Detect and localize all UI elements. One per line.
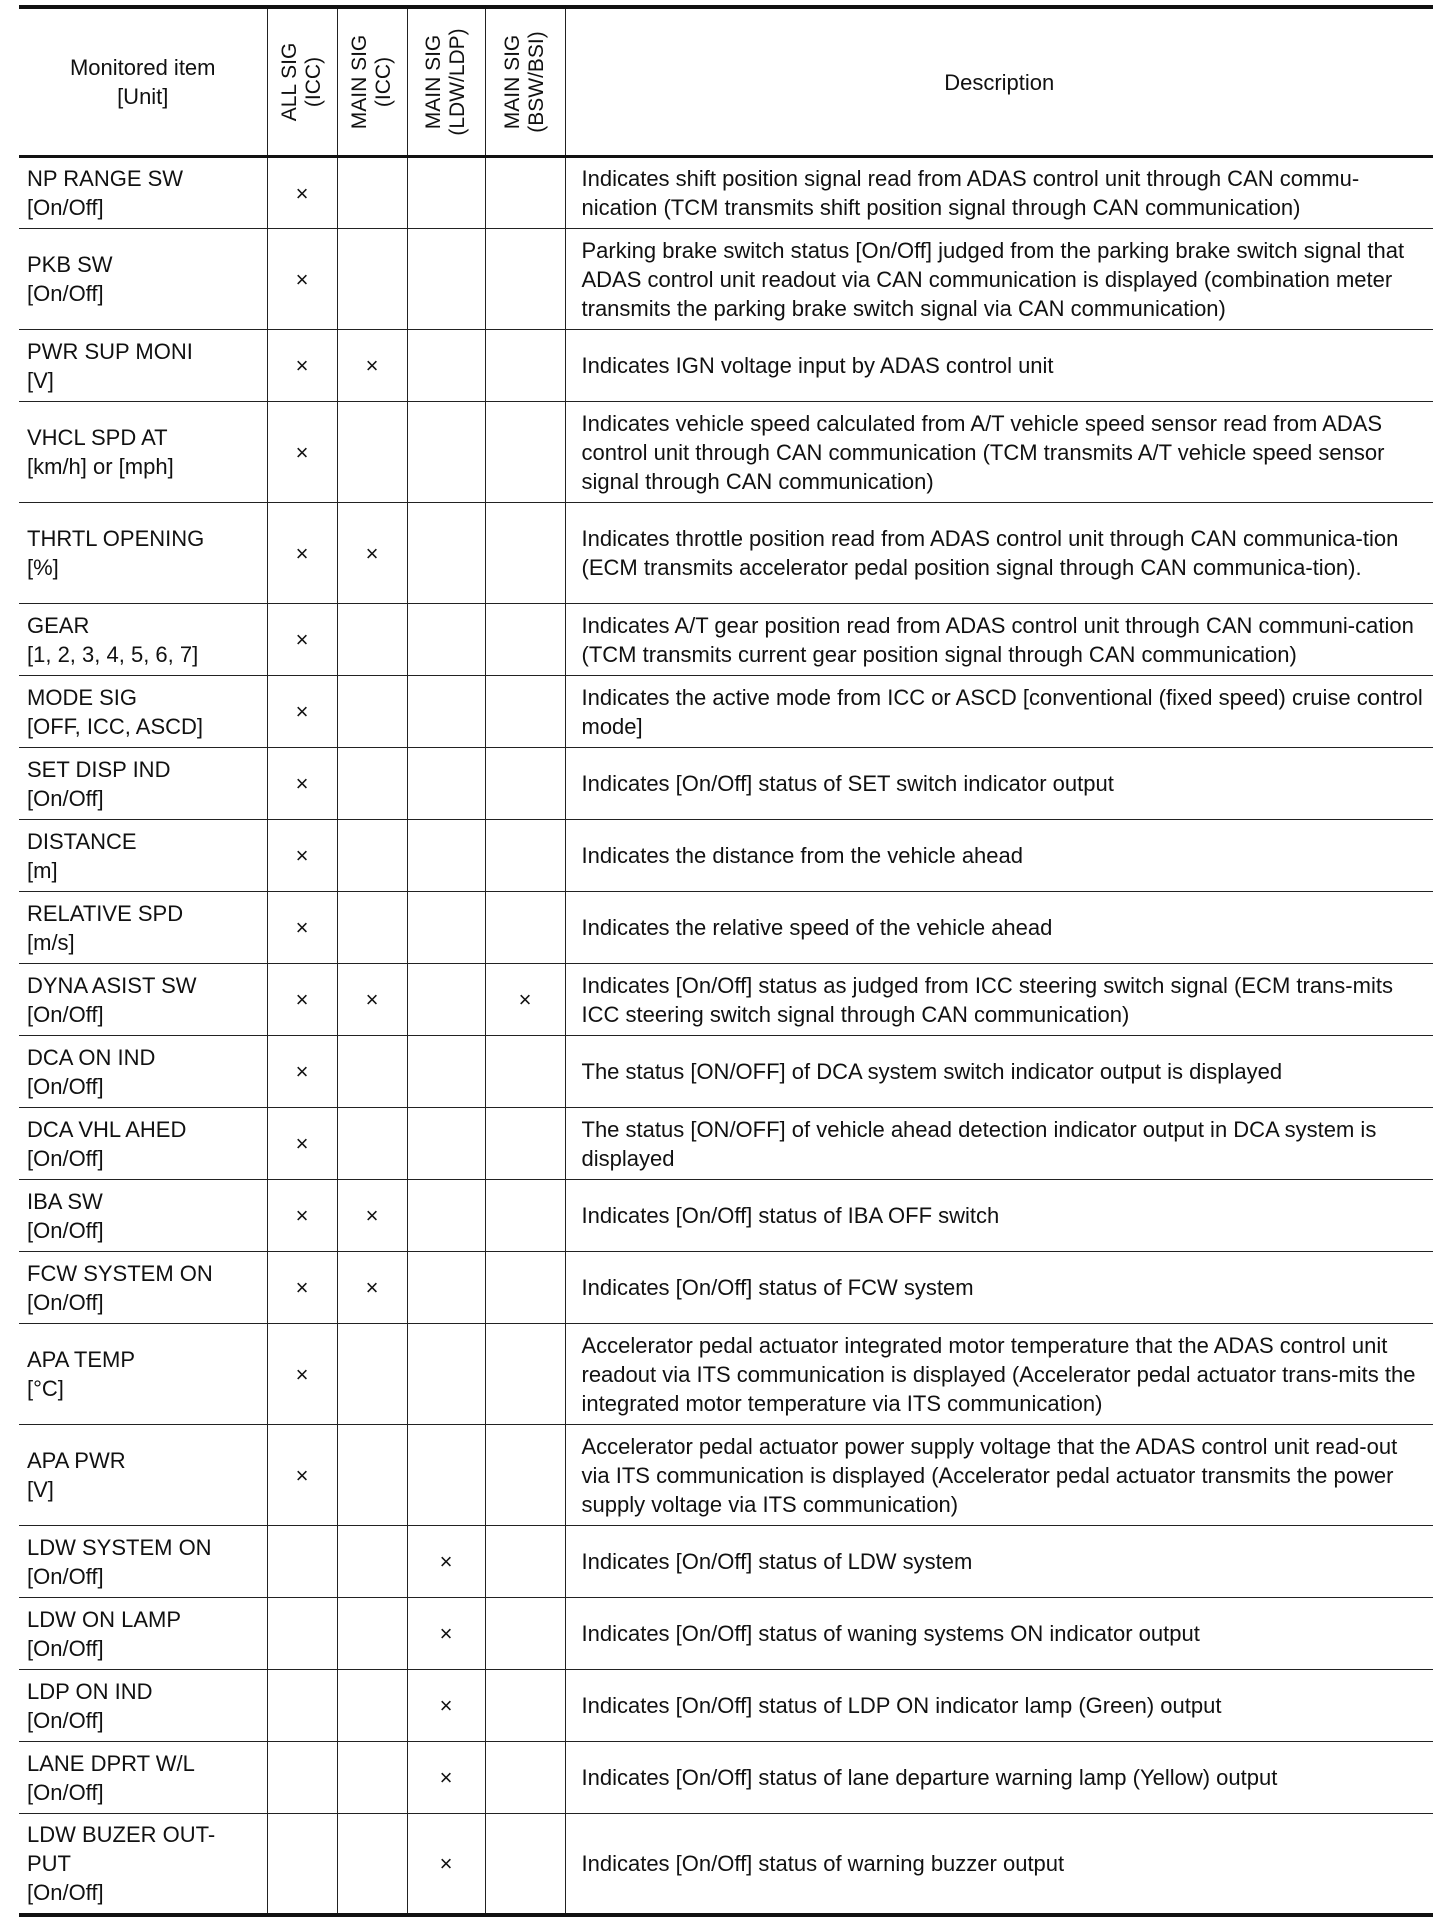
- header-sig-label: MAIN SIG (LDW/LDP): [422, 28, 469, 136]
- description-cell: Accelerator pedal actuator integrated motor temperature that the ADAS control unit readout via ITS communication is displayed (Accelerator pedal actuator trans-mits the integrated motor temperature via ITS communication): [565, 1324, 1433, 1425]
- main-sig-bsw-bsi-mark: [485, 157, 565, 229]
- table-header-row: [19, 7, 1433, 157]
- main-sig-ldw-ldp-mark: [407, 820, 485, 892]
- monitored-item-cell: [19, 1252, 267, 1324]
- main-sig-ldw-ldp-mark: [407, 604, 485, 676]
- all-sig-icc-mark: ×: [267, 748, 337, 820]
- item-unit: [On/Off]: [27, 1145, 104, 1171]
- table-row: [19, 604, 1433, 676]
- item-name: APA PWR: [27, 1448, 126, 1473]
- description-cell: Indicates [On/Off] status of SET switch indicator output: [565, 748, 1433, 820]
- main-sig-icc-mark: [337, 676, 407, 748]
- monitored-item-cell: [19, 1814, 267, 1915]
- item-name: DCA VHL AHED: [27, 1116, 187, 1142]
- item-name: PKB SW: [27, 252, 113, 277]
- all-sig-icc-mark: [267, 1742, 337, 1814]
- monitored-item-cell: [19, 964, 267, 1036]
- main-sig-bsw-bsi-mark: [485, 1425, 565, 1526]
- all-sig-icc-mark: ×: [267, 604, 337, 676]
- all-sig-icc-mark: ×: [267, 892, 337, 964]
- monitored-item-cell: [19, 748, 267, 820]
- monitored-item-cell: [19, 503, 267, 604]
- description-cell: Indicates [On/Off] status of LDP ON indicator lamp (Green) output: [565, 1670, 1433, 1742]
- item-unit: [On/Off]: [27, 1707, 104, 1733]
- table-row: [19, 330, 1433, 402]
- description-cell: Indicates the relative speed of the vehicle ahead: [565, 892, 1433, 964]
- main-sig-bsw-bsi-mark: [485, 820, 565, 892]
- monitored-item-cell: [19, 1108, 267, 1180]
- item-name: NP RANGE SW: [27, 166, 184, 191]
- item-unit: [On/Off]: [27, 1879, 104, 1905]
- main-sig-ldw-ldp-mark: [407, 229, 485, 330]
- main-sig-ldw-ldp-mark: [407, 676, 485, 748]
- main-sig-icc-mark: [337, 1036, 407, 1108]
- monitored-item-cell: [19, 676, 267, 748]
- monitored-item-cell: [19, 1742, 267, 1814]
- main-sig-bsw-bsi-mark: [485, 1108, 565, 1180]
- main-sig-icc-mark: [337, 1108, 407, 1180]
- monitored-item-cell: [19, 820, 267, 892]
- main-sig-ldw-ldp-mark: ×: [407, 1598, 485, 1670]
- main-sig-bsw-bsi-mark: [485, 402, 565, 503]
- main-sig-icc-mark: [337, 1324, 407, 1425]
- item-unit: [m]: [27, 857, 58, 883]
- table-row: [19, 157, 1433, 229]
- item-name: THRTL OPENING: [27, 526, 205, 551]
- all-sig-icc-mark: ×: [267, 1180, 337, 1252]
- table-row: [19, 1526, 1433, 1598]
- item-name: LDW ON LAMP: [27, 1606, 182, 1632]
- item-name: APA TEMP: [27, 1347, 136, 1372]
- main-sig-icc-mark: ×: [337, 1252, 407, 1324]
- table-row: [19, 1425, 1433, 1526]
- description-cell: Indicates [On/Off] status of waning systems ON indicator output: [565, 1598, 1433, 1670]
- item-unit: [On/Off]: [27, 1635, 104, 1661]
- main-sig-icc-mark: ×: [337, 330, 407, 402]
- item-unit: [On/Off]: [27, 785, 104, 811]
- item-unit: [On/Off]: [27, 1289, 104, 1315]
- main-sig-bsw-bsi-mark: [485, 330, 565, 402]
- main-sig-bsw-bsi-mark: [485, 748, 565, 820]
- main-sig-icc-mark: [337, 1598, 407, 1670]
- all-sig-icc-mark: [267, 1526, 337, 1598]
- all-sig-icc-mark: ×: [267, 820, 337, 892]
- monitored-item-cell: [19, 1180, 267, 1252]
- item-name: PWR SUP MONI: [27, 338, 193, 364]
- table-row: [19, 1252, 1433, 1324]
- main-sig-bsw-bsi-mark: [485, 1324, 565, 1425]
- description-cell: Indicates [On/Off] status of LDW system: [565, 1526, 1433, 1598]
- main-sig-bsw-bsi-mark: [485, 503, 565, 604]
- table-row: [19, 402, 1433, 503]
- main-sig-icc-mark: ×: [337, 964, 407, 1036]
- description-cell: Parking brake switch status [On/Off] judged from the parking brake switch signal that ADAS control unit readout via CAN communication is displayed (combination meter transmits the parking brake switch signal via CAN communication): [565, 229, 1433, 330]
- monitored-item-cell: [19, 1324, 267, 1425]
- item-unit: [V]: [27, 1477, 54, 1502]
- main-sig-bsw-bsi-mark: [485, 1598, 565, 1670]
- all-sig-icc-mark: ×: [267, 1324, 337, 1425]
- item-unit: [V]: [27, 367, 54, 393]
- item-unit: [°C]: [27, 1376, 64, 1401]
- main-sig-icc-mark: ×: [337, 1180, 407, 1252]
- table-row: [19, 748, 1433, 820]
- main-sig-bsw-bsi-mark: [485, 1252, 565, 1324]
- item-name: DISTANCE: [27, 828, 137, 854]
- table-row: [19, 229, 1433, 330]
- item-unit: [On/Off]: [27, 1563, 104, 1589]
- main-sig-ldw-ldp-mark: [407, 503, 485, 604]
- all-sig-icc-mark: [267, 1670, 337, 1742]
- description-cell: Indicates IGN voltage input by ADAS control unit: [565, 330, 1433, 402]
- item-name: RELATIVE SPD: [27, 900, 184, 926]
- description-cell: Indicates vehicle speed calculated from A/T vehicle speed sensor read from ADAS control unit through CAN communication (TCM transmits A/T vehicle speed sensor signal through CAN communication): [565, 402, 1433, 503]
- item-name: DYNA ASIST SW: [27, 972, 197, 998]
- description-cell: Indicates [On/Off] status of IBA OFF switch: [565, 1180, 1433, 1252]
- item-unit: [On/Off]: [27, 1073, 104, 1099]
- table-row: [19, 1598, 1433, 1670]
- item-name: DCA ON IND: [27, 1044, 156, 1070]
- item-unit: [On/Off]: [27, 281, 104, 306]
- description-cell: Indicates the distance from the vehicle ahead: [565, 820, 1433, 892]
- main-sig-bsw-bsi-mark: [485, 1526, 565, 1598]
- main-sig-bsw-bsi-mark: [485, 676, 565, 748]
- all-sig-icc-mark: ×: [267, 402, 337, 503]
- monitored-item-cell: [19, 604, 267, 676]
- main-sig-icc-mark: [337, 604, 407, 676]
- main-sig-bsw-bsi-mark: [485, 892, 565, 964]
- main-sig-bsw-bsi-mark: [485, 1036, 565, 1108]
- main-sig-ldw-ldp-mark: [407, 1108, 485, 1180]
- main-sig-icc-mark: [337, 402, 407, 503]
- all-sig-icc-mark: ×: [267, 676, 337, 748]
- header-monitored-item: [19, 7, 267, 157]
- header-unit-label: [Unit]: [117, 84, 169, 109]
- main-sig-ldw-ldp-mark: [407, 157, 485, 229]
- main-sig-ldw-ldp-mark: [407, 748, 485, 820]
- main-sig-ldw-ldp-mark: [407, 1324, 485, 1425]
- monitored-item-cell: [19, 1670, 267, 1742]
- table-row: [19, 1814, 1433, 1915]
- item-unit: [%]: [27, 555, 59, 580]
- main-sig-bsw-bsi-mark: ×: [485, 964, 565, 1036]
- table-row: [19, 1324, 1433, 1425]
- main-sig-icc-mark: [337, 157, 407, 229]
- table-row: [19, 964, 1433, 1036]
- table-row: [19, 1180, 1433, 1252]
- description-cell: Indicates the active mode from ICC or ASCD [conventional (fixed speed) cruise control mode]: [565, 676, 1433, 748]
- main-sig-ldw-ldp-mark: ×: [407, 1742, 485, 1814]
- monitored-item-cell: [19, 157, 267, 229]
- description-cell: Indicates A/T gear position read from ADAS control unit through CAN communi-cation (TCM transmits current gear position signal through CAN communication): [565, 604, 1433, 676]
- item-unit: [1, 2, 3, 4, 5, 6, 7]: [27, 641, 199, 667]
- header-main-sig-ldw-ldp: [407, 7, 485, 157]
- all-sig-icc-mark: ×: [267, 1252, 337, 1324]
- main-sig-ldw-ldp-mark: ×: [407, 1526, 485, 1598]
- header-sig-label: MAIN SIG (ICC): [348, 34, 395, 130]
- all-sig-icc-mark: ×: [267, 330, 337, 402]
- main-sig-bsw-bsi-mark: [485, 604, 565, 676]
- main-sig-icc-mark: [337, 1742, 407, 1814]
- description-cell: Indicates [On/Off] status of warning buzzer output: [565, 1814, 1433, 1915]
- main-sig-bsw-bsi-mark: [485, 1814, 565, 1915]
- main-sig-ldw-ldp-mark: [407, 330, 485, 402]
- main-sig-ldw-ldp-mark: [407, 1252, 485, 1324]
- header-main-sig-bsw-bsi: [485, 7, 565, 157]
- item-name: IBA SW: [27, 1188, 103, 1214]
- main-sig-icc-mark: ×: [337, 503, 407, 604]
- all-sig-icc-mark: ×: [267, 229, 337, 330]
- main-sig-icc-mark: [337, 820, 407, 892]
- main-sig-ldw-ldp-mark: ×: [407, 1670, 485, 1742]
- description-cell: The status [ON/OFF] of vehicle ahead detection indicator output in DCA system is displayed: [565, 1108, 1433, 1180]
- table-row: [19, 1108, 1433, 1180]
- description-cell: Indicates shift position signal read from ADAS control unit through CAN commu-nication (TCM transmits shift position signal through CAN communication): [565, 157, 1433, 229]
- monitored-item-cell: [19, 1425, 267, 1526]
- main-sig-ldw-ldp-mark: [407, 892, 485, 964]
- header-main-sig-icc: [337, 7, 407, 157]
- monitored-item-cell: [19, 1036, 267, 1108]
- main-sig-bsw-bsi-mark: [485, 1742, 565, 1814]
- description-cell: Indicates [On/Off] status of FCW system: [565, 1252, 1433, 1324]
- table-row: [19, 1742, 1433, 1814]
- main-sig-bsw-bsi-mark: [485, 1670, 565, 1742]
- main-sig-icc-mark: [337, 229, 407, 330]
- item-name: MODE SIG: [27, 684, 138, 710]
- table-body: [19, 157, 1433, 1915]
- item-name: FCW SYSTEM ON: [27, 1260, 213, 1286]
- all-sig-icc-mark: [267, 1814, 337, 1915]
- monitored-item-cell: [19, 892, 267, 964]
- item-unit: [m/s]: [27, 929, 75, 955]
- main-sig-ldw-ldp-mark: ×: [407, 1814, 485, 1915]
- header-all-sig-icc: [267, 7, 337, 157]
- main-sig-ldw-ldp-mark: [407, 402, 485, 503]
- all-sig-icc-mark: ×: [267, 1036, 337, 1108]
- main-sig-ldw-ldp-mark: [407, 964, 485, 1036]
- all-sig-icc-mark: ×: [267, 1425, 337, 1526]
- header-item-label: Monitored item: [69, 55, 216, 80]
- all-sig-icc-mark: ×: [267, 964, 337, 1036]
- item-name: SET DISP IND: [27, 756, 171, 782]
- item-name: LDW BUZER OUT- PUT: [27, 1821, 216, 1876]
- main-sig-icc-mark: [337, 1526, 407, 1598]
- main-sig-ldw-ldp-mark: [407, 1425, 485, 1526]
- item-name: LDP ON IND: [27, 1678, 153, 1704]
- main-sig-icc-mark: [337, 748, 407, 820]
- table-row: [19, 892, 1433, 964]
- description-cell: Indicates [On/Off] status as judged from ICC steering switch signal (ECM trans-mits ICC steering switch signal through CAN communication): [565, 964, 1433, 1036]
- main-sig-icc-mark: [337, 1670, 407, 1742]
- item-unit: [On/Off]: [27, 1779, 104, 1805]
- description-cell: Indicates [On/Off] status of lane departure warning lamp (Yellow) output: [565, 1742, 1433, 1814]
- all-sig-icc-mark: ×: [267, 1108, 337, 1180]
- item-unit: [On/Off]: [27, 1001, 104, 1027]
- header-sig-label: MAIN SIG (BSW/BSI): [501, 31, 548, 133]
- main-sig-bsw-bsi-mark: [485, 229, 565, 330]
- description-cell: The status [ON/OFF] of DCA system switch indicator output is displayed: [565, 1036, 1433, 1108]
- item-unit: [km/h] or [mph]: [27, 454, 174, 479]
- all-sig-icc-mark: ×: [267, 157, 337, 229]
- table-row: [19, 820, 1433, 892]
- header-description: Description: [565, 7, 1433, 157]
- item-name: LDW SYSTEM ON: [27, 1534, 212, 1560]
- main-sig-ldw-ldp-mark: [407, 1036, 485, 1108]
- header-sig-label: ALL SIG (ICC): [278, 42, 325, 122]
- table-row: [19, 1670, 1433, 1742]
- item-name: GEAR: [27, 612, 90, 638]
- main-sig-icc-mark: [337, 892, 407, 964]
- item-unit: [On/Off]: [27, 195, 104, 220]
- table-row: [19, 676, 1433, 748]
- monitored-item-cell: [19, 402, 267, 503]
- item-name: VHCL SPD AT: [27, 425, 168, 450]
- table-row: [19, 503, 1433, 604]
- all-sig-icc-mark: ×: [267, 503, 337, 604]
- main-sig-bsw-bsi-mark: [485, 1180, 565, 1252]
- main-sig-ldw-ldp-mark: [407, 1180, 485, 1252]
- monitored-item-cell: [19, 330, 267, 402]
- main-sig-icc-mark: [337, 1425, 407, 1526]
- description-cell: Accelerator pedal actuator power supply voltage that the ADAS control unit read-out via ITS communication is displayed (Accelerator pedal actuator transmits the power supply voltage via ITS communication): [565, 1425, 1433, 1526]
- monitor-items-table: [19, 5, 1433, 1917]
- table-row: [19, 1036, 1433, 1108]
- main-sig-icc-mark: [337, 1814, 407, 1915]
- item-name: LANE DPRT W/L: [27, 1750, 195, 1776]
- item-unit: [On/Off]: [27, 1217, 104, 1243]
- all-sig-icc-mark: [267, 1598, 337, 1670]
- description-cell: Indicates throttle position read from ADAS control unit through CAN communica-tion (ECM transmits accelerator pedal position signal through CAN communica-tion).: [565, 503, 1433, 604]
- monitored-item-cell: [19, 1598, 267, 1670]
- monitored-item-cell: [19, 1526, 267, 1598]
- monitored-item-cell: [19, 229, 267, 330]
- item-unit: [OFF, ICC, ASCD]: [27, 713, 204, 739]
